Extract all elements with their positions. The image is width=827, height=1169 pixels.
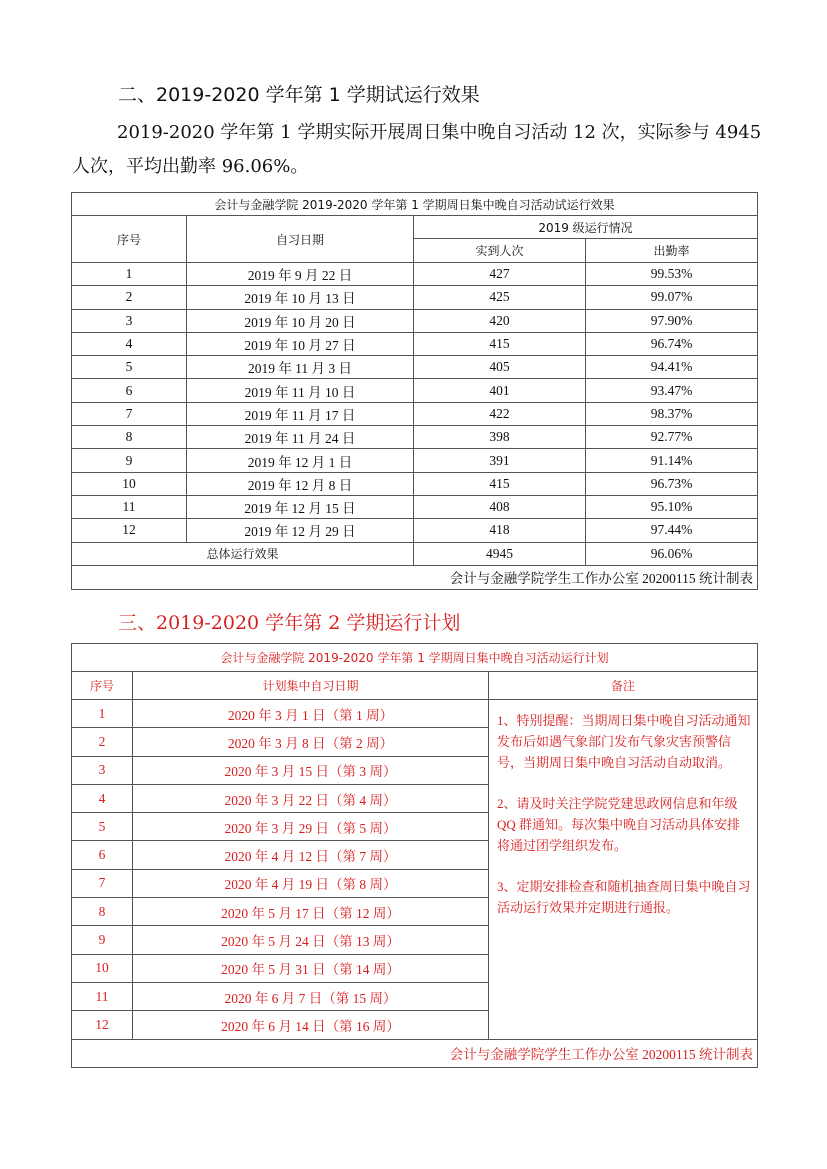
row-attendance: 401	[414, 379, 586, 402]
table1-row	[72, 379, 758, 402]
table2-footer: 会计与金融学院学生工作办公室 20200115 统计制表	[72, 1039, 758, 1067]
row-index: 7	[72, 869, 133, 897]
row-date: 2020 年 3 月 8 日（第 2 周）	[133, 728, 489, 756]
row-index: 11	[72, 495, 187, 518]
row-date: 2020 年 3 月 22 日（第 4 周）	[133, 784, 489, 812]
row-rate: 96.73%	[586, 472, 758, 495]
table1-header-index: 序号	[72, 216, 187, 263]
table1-row	[72, 495, 758, 518]
table1-row	[72, 356, 758, 379]
row-index: 10	[72, 472, 187, 495]
row-rate: 91.14%	[586, 449, 758, 472]
note-item: 1、特别提醒：当期周日集中晚自习活动通知发布后如遇气象部门发布气象灾害预警信号，当期周日集中晚自习活动自动取消。	[497, 713, 751, 770]
row-date: 2020 年 6 月 7 日（第 15 周）	[133, 982, 489, 1010]
row-attendance: 422	[414, 402, 586, 425]
row-attendance: 408	[414, 495, 586, 518]
note-item: 2、请及时关注学院党建思政网信息和年级 QQ 群通知。每次集中晚自习活动具体安排将通过团学组织发布。	[497, 796, 741, 853]
section2-paragraph	[72, 116, 762, 184]
row-index: 1	[72, 700, 133, 728]
trial-results-table	[71, 192, 758, 590]
table2-header-date: 计划集中自习日期	[133, 672, 489, 700]
row-index: 5	[72, 813, 133, 841]
row-index: 3	[72, 309, 187, 332]
table1-header-attendance: 实到人次	[414, 239, 586, 263]
table1-header-rate: 出勤率	[586, 239, 758, 263]
table1-total-label: 总体运行效果	[72, 542, 414, 565]
row-attendance: 418	[414, 519, 586, 542]
table1-row	[72, 332, 758, 355]
row-index: 2	[72, 286, 187, 309]
table1-row	[72, 449, 758, 472]
row-index: 8	[72, 426, 187, 449]
row-rate: 97.90%	[586, 309, 758, 332]
table1-row	[72, 286, 758, 309]
row-attendance: 427	[414, 263, 586, 286]
paragraph-line-2: 人次，平均出勤率 96.06%。	[72, 156, 309, 177]
table1-header-date: 自习日期	[187, 216, 414, 263]
row-rate: 97.44%	[586, 519, 758, 542]
row-date: 2020 年 3 月 29 日（第 5 周）	[133, 813, 489, 841]
row-date: 2020 年 3 月 1 日（第 1 周）	[133, 700, 489, 728]
row-index: 8	[72, 898, 133, 926]
row-index: 11	[72, 982, 133, 1010]
table2-title: 会计与金融学院 2019-2020 学年第 1 学期周日集中晚自习活动运行计划	[72, 644, 758, 672]
row-date: 2020 年 3 月 15 日（第 3 周）	[133, 756, 489, 784]
row-attendance: 391	[414, 449, 586, 472]
row-rate: 99.07%	[586, 286, 758, 309]
row-date: 2020 年 5 月 31 日（第 14 周）	[133, 954, 489, 982]
row-rate: 95.10%	[586, 495, 758, 518]
row-date: 2019 年 11 月 17 日	[187, 402, 414, 425]
row-date: 2019 年 11 月 10 日	[187, 379, 414, 402]
row-index: 9	[72, 926, 133, 954]
row-date: 2019 年 9 月 22 日	[187, 263, 414, 286]
row-index: 3	[72, 756, 133, 784]
row-index: 12	[72, 519, 187, 542]
row-date: 2019 年 10 月 27 日	[187, 332, 414, 355]
row-date: 2019 年 12 月 1 日	[187, 449, 414, 472]
table2-row	[72, 700, 758, 728]
row-rate: 92.77%	[586, 426, 758, 449]
notes-cell	[489, 700, 758, 1040]
row-date: 2020 年 5 月 17 日（第 12 周）	[133, 898, 489, 926]
row-index: 9	[72, 449, 187, 472]
row-index: 10	[72, 954, 133, 982]
table1-row	[72, 426, 758, 449]
row-date: 2020 年 4 月 19 日（第 8 周）	[133, 869, 489, 897]
row-rate: 99.53%	[586, 263, 758, 286]
row-date: 2019 年 12 月 29 日	[187, 519, 414, 542]
table1-row	[72, 402, 758, 425]
table1-row	[72, 519, 758, 542]
plan-table	[71, 643, 758, 1068]
row-date: 2020 年 5 月 24 日（第 13 周）	[133, 926, 489, 954]
row-rate: 93.47%	[586, 379, 758, 402]
table1-total-attendance: 4945	[414, 542, 586, 565]
row-date: 2019 年 11 月 24 日	[187, 426, 414, 449]
row-index: 6	[72, 379, 187, 402]
row-attendance: 425	[414, 286, 586, 309]
table1-row	[72, 263, 758, 286]
row-index: 7	[72, 402, 187, 425]
table1-total-rate: 96.06%	[586, 542, 758, 565]
table1-row	[72, 309, 758, 332]
row-attendance: 405	[414, 356, 586, 379]
row-attendance: 415	[414, 472, 586, 495]
table2-header-index: 序号	[72, 672, 133, 700]
row-index: 5	[72, 356, 187, 379]
row-index: 1	[72, 263, 187, 286]
row-date: 2019 年 10 月 13 日	[187, 286, 414, 309]
row-index: 2	[72, 728, 133, 756]
row-index: 6	[72, 841, 133, 869]
row-date: 2019 年 11 月 3 日	[187, 356, 414, 379]
row-date: 2020 年 4 月 12 日（第 7 周）	[133, 841, 489, 869]
row-attendance: 420	[414, 309, 586, 332]
section2-heading: 二、2019-2020 学年第 1 学期试运行效果	[118, 84, 480, 106]
row-rate: 94.41%	[586, 356, 758, 379]
note-item: 3、定期安排检查和随机抽查周日集中晚自习活动运行效果并定期进行通报。	[497, 879, 751, 915]
row-rate: 96.74%	[586, 332, 758, 355]
row-date: 2019 年 12 月 15 日	[187, 495, 414, 518]
row-date: 2019 年 10 月 20 日	[187, 309, 414, 332]
row-attendance: 415	[414, 332, 586, 355]
row-date: 2019 年 12 月 8 日	[187, 472, 414, 495]
paragraph-line-1: 2019-2020 学年第 1 学期实际开展周日集中晚自习活动 12 次，实际参与 4945	[117, 122, 762, 143]
row-index: 4	[72, 332, 187, 355]
row-rate: 98.37%	[586, 402, 758, 425]
row-index: 4	[72, 784, 133, 812]
table1-header-group: 2019 级运行情况	[414, 216, 758, 239]
row-attendance: 398	[414, 426, 586, 449]
row-date: 2020 年 6 月 14 日（第 16 周）	[133, 1011, 489, 1039]
table2-header-note: 备注	[489, 672, 758, 700]
table1-row	[72, 472, 758, 495]
table1-footer: 会计与金融学院学生工作办公室 20200115 统计制表	[72, 565, 758, 589]
section3-heading: 三、2019-2020 学年第 2 学期运行计划	[118, 612, 461, 634]
row-index: 12	[72, 1011, 133, 1039]
table1-title: 会计与金融学院 2019-2020 学年第 1 学期周日集中晚自习活动试运行效果	[72, 193, 758, 216]
